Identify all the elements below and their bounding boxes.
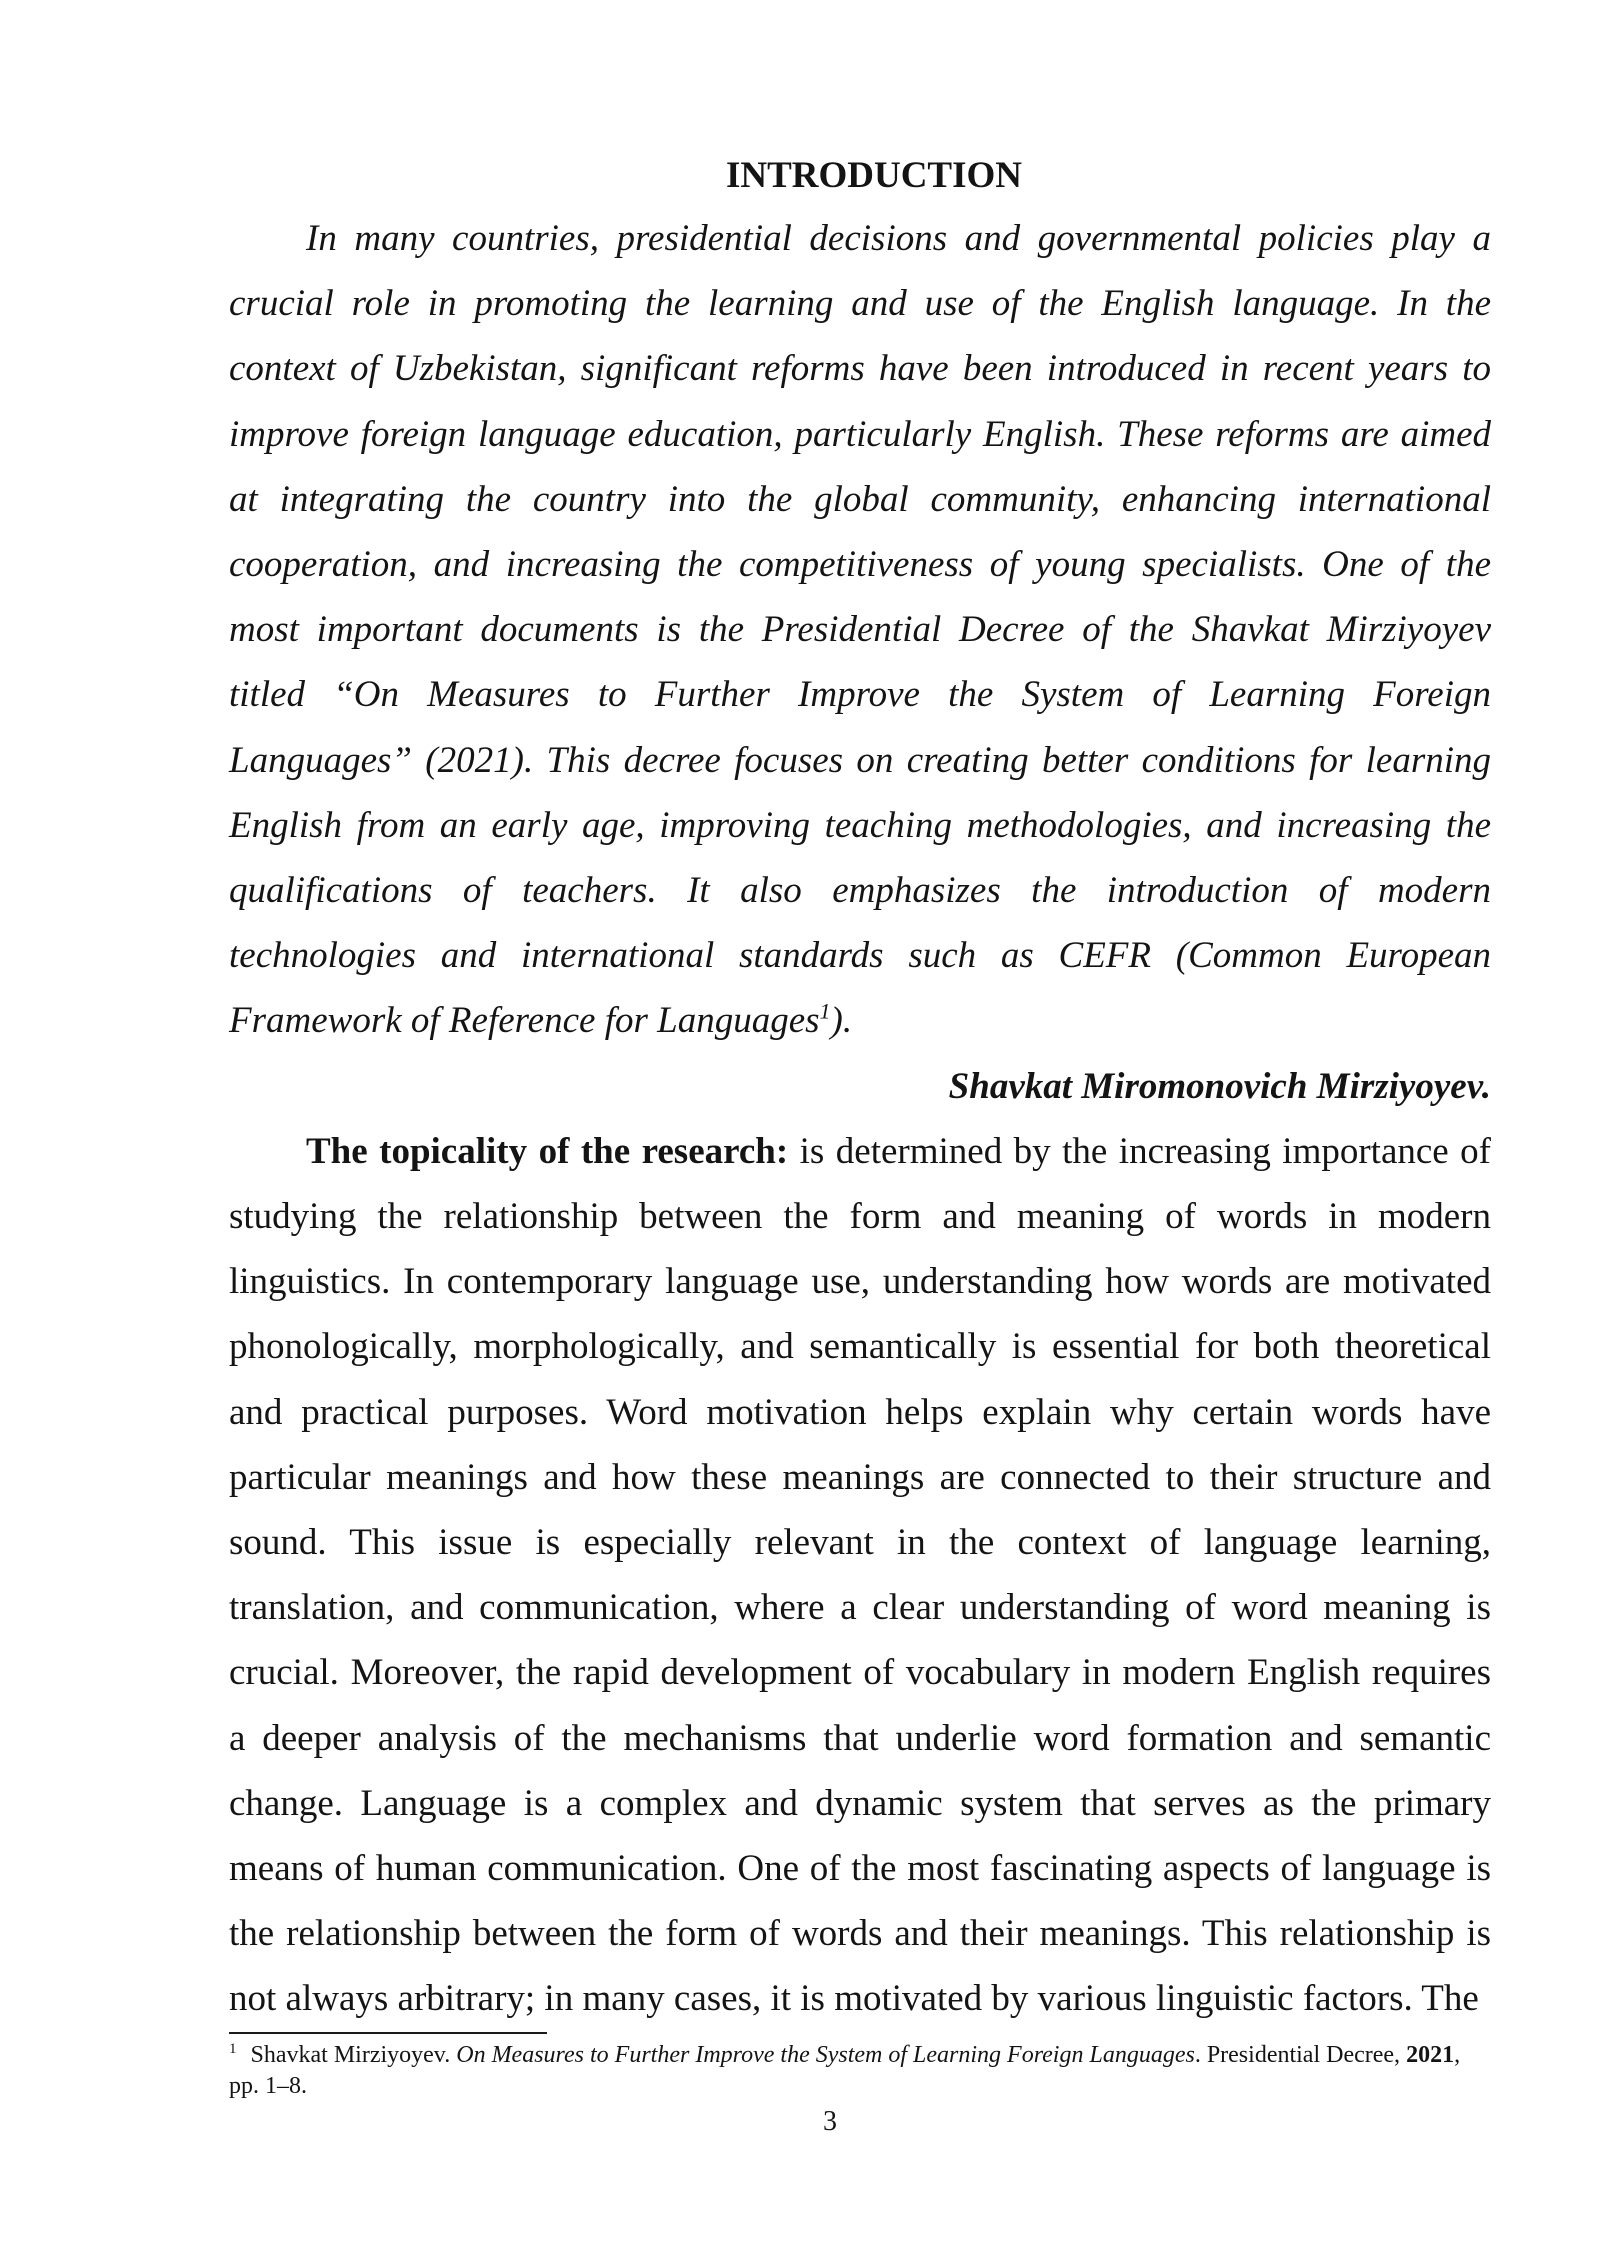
footnote-mark: 1 xyxy=(229,2041,237,2057)
intro-paragraph-closing: ). xyxy=(830,1000,853,1042)
footnote-pages: , pp. 1–8. xyxy=(229,2042,1461,2099)
footnote-author: Shavkat Mirziyoyev. xyxy=(250,2042,457,2068)
page-body xyxy=(229,146,1491,2032)
footnote-reference[interactable]: 1 xyxy=(819,999,831,1025)
topicality-text: is determined by the increasing importance of studying the relationship between the form and meaning of words in modern linguistics. In contemporary language use, understanding how words are motivated phonologically, morphologically, and semantically is essential for both theoretical and practical purposes. Word motivation helps explain why certain words have particular meanings and how these meanings are connected to their structure and sound. This issue is especially relevant in the context of language learning, translation, and communication, where a clear understanding of word meaning is crucial. Moreover, the rapid development of vocabulary in modern English requires a deeper analysis of the mechanisms that underlie word formation and semantic change. Language is a complex and dynamic system that serves as the primary means of human communication. One of the most fascinating aspects of language is the relationship between the form of words and their meanings. This relationship is not always arbitrary; in many cases, it is motivated by various linguistic factors. The xyxy=(229,1130,1491,2020)
footnote-title: On Measures to Further Improve the System of Learning Foreign Languages xyxy=(456,2042,1195,2068)
footnote-year: 2021 xyxy=(1406,2042,1455,2068)
signature: Shavkat Miromonovich Mirziyoyev. xyxy=(948,1065,1491,1107)
intro-paragraph xyxy=(229,206,1491,1054)
footnote-source: . Presidential Decree, xyxy=(1194,2042,1407,2068)
footnote xyxy=(229,2040,1491,2102)
footnote-divider xyxy=(229,2032,547,2034)
topicality-paragraph xyxy=(229,1119,1491,2032)
intro-paragraph-text: In many countries, presidential decisions and governmental policies play a crucial role in promoting the learning and use of the English language. In the context of Uzbekistan, significant reforms have been introduced in recent years to improve foreign language education, particularly English. These reforms are aimed at integrating the country into the global community, enhancing international cooperation, and increasing the competitiveness of young specialists. One of the most important documents is the Presidential Decree of the Shavkat Mirziyoyev titled “On Measures to Further Improve the System of Learning Foreign Languages” (2021). This decree focuses on creating better conditions for learning English from an early age, improving teaching methodologies, and increasing the qualifications of teachers. It also emphasizes the introduction of modern technologies and international standards such as CEFR (Common European Framework of Reference for Languages xyxy=(229,218,1491,1042)
topicality-lead: The topicality of the research: xyxy=(306,1130,789,1172)
page-number: 3 xyxy=(823,2106,837,2137)
page-title: INTRODUCTION xyxy=(725,155,1023,196)
